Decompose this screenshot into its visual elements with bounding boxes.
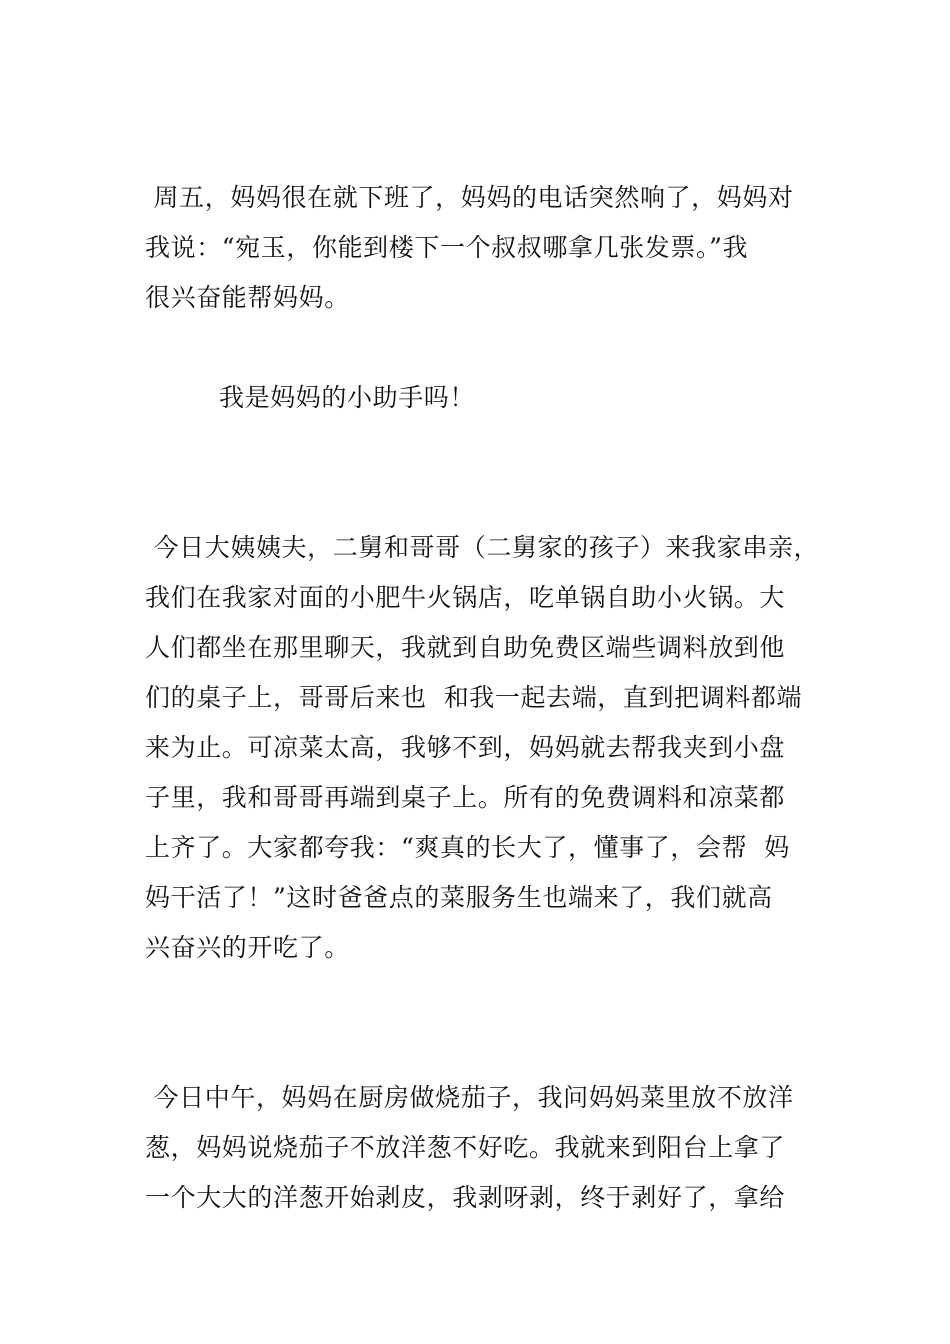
paragraph-1-line-3: 很兴奋能帮妈妈。 <box>145 283 350 312</box>
paragraph-2-line-6: 子里，我和哥哥再端到桌子上。所有的免费调料和凉菜都 <box>145 783 786 812</box>
paragraph-2-line-3: 人们都坐在那里聊天，我就到自助免费区端些调料放到他 <box>145 633 786 662</box>
paragraph-2-line-4: 们的桌子上，哥哥后来也 和我一起去端，直到把调料都端 <box>145 683 803 712</box>
paragraph-2-line-2: 我们在我家对面的小肥牛火锅店，吃单锅自助小火锅。大 <box>145 583 786 612</box>
paragraph-1-line-2: 我说：“宛玉，你能到楼下一个叔叔哪拿几张发票。”我 <box>145 233 749 262</box>
paragraph-3-line-2: 葱，妈妈说烧茄子不放洋葱不好吃。我就来到阳台上拿了 <box>145 1133 786 1162</box>
paragraph-2-line-9: 兴奋兴的开吃了。 <box>145 933 350 962</box>
centered-line: 我是妈妈的小助手吗！ <box>219 383 476 412</box>
paragraph-3-line-3: 一个大大的洋葱开始剥皮，我剥呀剥，终于剥好了，拿给 <box>145 1183 786 1212</box>
paragraph-2-line-5: 来为止。可凉菜太高，我够不到，妈妈就去帮我夹到小盘 <box>145 733 786 762</box>
paragraph-2-line-1: 今日大姨姨夫，二舅和哥哥（二舅家的孩子）来我家串亲， <box>145 533 820 562</box>
paragraph-2-line-8: 妈干活了！”这时爸爸点的菜服务生也端来了，我们就高 <box>145 883 773 912</box>
paragraph-2-line-7: 上齐了。大家都夸我：“爽真的长大了，懂事了，会帮 妈 <box>145 833 790 862</box>
paragraph-1-line-1: 周五，妈妈很在就下班了，妈妈的电话突然响了，妈妈对 <box>145 183 794 212</box>
paragraph-3-line-1: 今日中午，妈妈在厨房做烧茄子，我问妈妈菜里放不放洋 <box>145 1083 794 1112</box>
